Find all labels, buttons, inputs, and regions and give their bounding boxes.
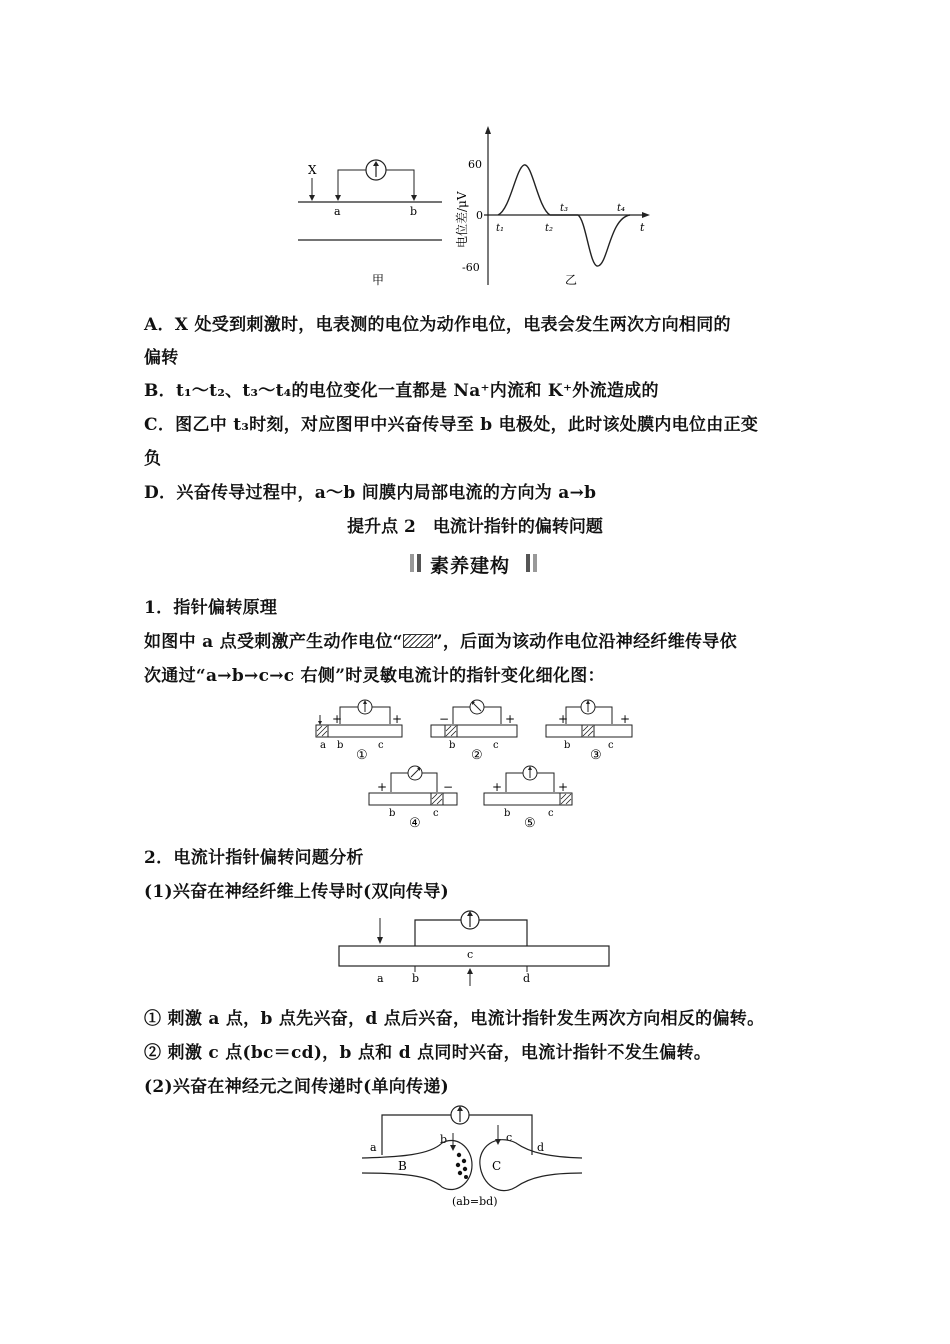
neuron-label-B: B [398,1159,407,1173]
option-b: B．t₁～t₂、t₃～t₄的电位变化一直都是 Na⁺内流和 K⁺外流造成的 [144,381,659,401]
diagram-3 [546,700,632,763]
svg-text:b: b [504,808,511,819]
diagram-num-1: ① [356,748,368,763]
fiber-label-a: a [377,972,384,985]
svg-text:c: c [548,808,554,819]
svg-text:+: + [377,780,388,794]
synapse-label-b: b [440,1133,448,1146]
presynaptic-neuron [362,1140,472,1189]
option-c-line2: 负 [144,449,162,469]
nerve-fiber [339,946,609,966]
section-title: 提升点 2 电流计指针的偏转问题 [347,517,603,537]
svg-text:+: + [558,780,569,794]
part1-para-after: ”，后面为该动作电位沿神经纤维传导依 [432,632,737,652]
electrode-a-label: a [334,205,341,218]
badge-text: 素养建构 [430,555,511,577]
figure-jia-yi [290,120,670,295]
svg-text:+: + [620,712,631,726]
svg-text:−: − [443,780,454,794]
t-axis-label: t [640,221,645,234]
svg-text:c: c [378,740,384,751]
synapse-label-c: c [506,1131,513,1144]
part1-para-before: 如图中 a 点受刺激产生动作电位“ [144,632,403,652]
synapse-note: (ab=bd) [452,1195,498,1208]
svg-text:−: − [439,712,450,726]
option-c-line1: C．图乙中 t₃时刻，对应图甲中兴奋传导至 b 电极处，此时该处膜内电位由正变 [144,415,759,435]
part2-sub1: (1)兴奋在神经纤维上传导时(双向传导) [144,882,450,902]
part2-heading: 2．电流计指针偏转问题分析 [144,848,364,868]
part2-item2: ② 刺激 c 点(bc＝cd)，b 点和 d 点同时兴奋，电流计指针不发生偏转。 [144,1043,712,1063]
svg-text:b: b [389,808,396,819]
caption-yi: 乙 [565,273,578,287]
y-tick-0: 0 [476,209,483,222]
synapse-diagram [360,1103,590,1213]
svg-text:c: c [493,740,499,751]
svg-text:a: a [320,740,326,751]
svg-text:b: b [337,740,344,751]
svg-text:+: + [332,712,343,726]
t2-label: t₂ [545,223,554,234]
t4-label: t₄ [617,203,626,214]
part1-para-line2: 次通过“a→b→c→c 右侧”时灵敏电流计的指针变化细化图： [144,666,605,686]
y-tick-60: 60 [468,158,482,171]
option-d: D．兴奋传导过程中，a～b 间膜内局部电流的方向为 a→b [144,483,597,503]
part1-para-line1 [144,627,737,652]
hatched-potential-icon [403,634,433,648]
svg-text:+: + [392,712,403,726]
svg-text:c: c [433,808,439,819]
x-label: X [308,163,317,177]
svg-text:+: + [558,712,569,726]
deflection-diagrams [310,695,650,830]
svg-text:+: + [505,712,516,726]
y-axis-title: 电位差/μV [455,191,469,248]
option-a-line2: 偏转 [144,348,179,368]
t3-label: t₃ [560,203,569,214]
diagram-num-4: ④ [409,816,421,830]
option-a-line1: A．X 处受到刺激时，电表测的电位为动作电位，电表会发生两次方向相同的 [144,315,731,335]
part2-item1: ① 刺激 a 点，b 点先兴奋，d 点后兴奋，电流计指针发生两次方向相反的偏转。 [144,1009,765,1029]
part2-sub2: (2)兴奋在神经元之间传递时(单向传递) [144,1077,450,1097]
fiber-label-c: c [467,948,474,961]
caption-jia: 甲 [372,273,385,287]
diagram-4 [369,766,457,830]
svg-text:b: b [449,740,456,751]
diagram-num-3: ③ [590,748,602,763]
synapse-label-a: a [370,1141,377,1154]
diagram-num-2: ② [471,748,483,763]
diagram-num-5: ⑤ [524,816,536,830]
part1-heading: 1．指针偏转原理 [144,598,278,618]
svg-text:+: + [492,780,503,794]
diagram-2 [431,700,517,763]
diagram-5 [484,766,572,830]
synapse-label-d: d [537,1141,545,1154]
electrode-b-label: b [410,205,418,218]
neuron-label-C: C [492,1159,502,1173]
fiber-label-b: b [412,972,420,985]
svg-text:b: b [564,740,571,751]
diagram-1 [316,700,402,763]
fiber-label-d: d [523,972,531,985]
section-badge [408,550,544,576]
svg-text:c: c [608,740,614,751]
fiber-diagram [335,908,615,988]
y-tick-neg60: -60 [462,261,480,274]
t1-label: t₁ [496,223,505,234]
